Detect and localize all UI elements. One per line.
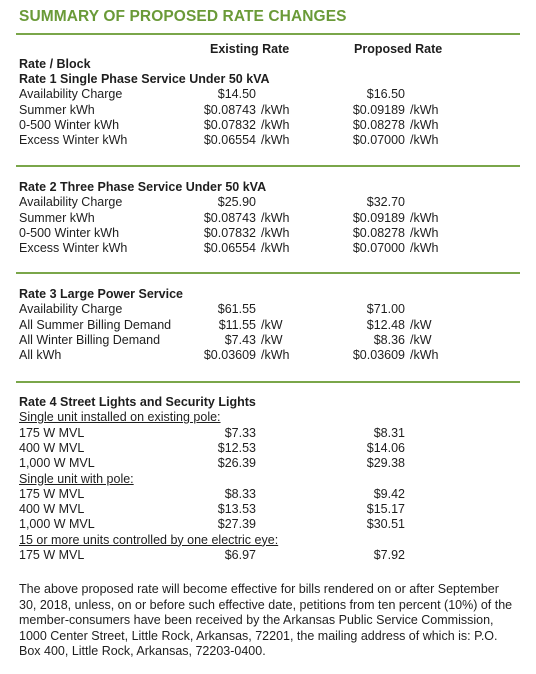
row-label: All Winter Billing Demand [19,332,161,347]
proposed-rate-value: $0.09189 [352,102,405,117]
row-label: Availability Charge [19,87,123,102]
existing-rate-value: $8.33 [224,486,256,501]
existing-rate-unit: /kWh [261,348,290,363]
section-heading: Rate 2 Three Phase Service Under 50 kVA [19,180,267,194]
row-label: Availability Charge [19,195,123,210]
row-label: All kWh [19,348,62,363]
section-divider [16,272,520,274]
row-label: Excess Winter kWh [19,133,128,148]
existing-rate-value: $0.07832 [203,225,256,240]
existing-rate-value: $0.08743 [203,102,256,117]
subsection-heading: 15 or more units controlled by one electric eye: [19,532,279,547]
proposed-rate-unit: /kWh [410,117,439,132]
proposed-rate-value: $15.17 [366,502,405,517]
proposed-rate-unit: /kW [410,317,432,332]
existing-rate-unit: /kW [261,317,283,332]
proposed-rate-unit: /kW [410,332,432,347]
proposed-rate-value: $0.07000 [352,241,405,256]
proposed-rate-value: $71.00 [366,302,405,317]
section-heading: Rate 3 Large Power Service [19,287,183,301]
existing-rate-value: $0.07832 [203,117,256,132]
existing-rate-value: $11.55 [218,317,256,332]
row-label: 175 W MVL [19,486,85,501]
existing-rate-value: $14.50 [217,87,256,102]
existing-rate-value: $7.43 [224,332,256,347]
section-heading: Rate 4 Street Lights and Security Lights [19,395,256,409]
subsection-heading: Single unit installed on existing pole: [19,410,221,425]
proposed-rate-value: $30.51 [366,517,405,532]
rate-block-label: Rate / Block [19,57,91,71]
row-label: 400 W MVL [19,502,85,517]
effective-date-notice: The above proposed rate will become effective for bills rendered on or after September 30, 2018, unless, on or before such effective date, petitions from ten percent (10%) of the member-consumers have been received by the Arkansas Public Service Commission, 1000 Center Street, Little Rock, Arkansas, 72201, the mailing address of which is: P.O. Box 400, Little Rock, Arkansas, 72203-0400. [19,582,513,658]
proposed-rate-value: $0.08278 [352,117,405,132]
existing-rate-value: $25.90 [217,195,256,210]
existing-rate-header: Existing Rate [210,42,290,56]
existing-rate-value: $0.06554 [203,133,256,148]
existing-rate-unit: /kWh [261,241,290,256]
page-title: SUMMARY OF PROPOSED RATE CHANGES [19,8,347,25]
existing-rate-unit: /kWh [261,210,290,225]
existing-rate-value: $0.06554 [203,241,256,256]
proposed-rate-value: $7.92 [373,548,405,562]
row-label: Availability Charge [19,302,123,317]
existing-rate-value: $0.08743 [203,210,256,225]
row-label: 1,000 W MVL [19,456,95,471]
proposed-rate-value: $0.09189 [352,210,405,225]
row-label: Summer kWh [19,102,95,117]
row-label: Excess Winter kWh [19,241,128,256]
section-heading: Rate 1 Single Phase Service Under 50 kVA [19,72,270,86]
row-label: 0-500 Winter kWh [19,117,120,132]
proposed-rate-value: $0.08278 [352,225,405,240]
proposed-rate-value: $16.50 [366,87,405,102]
title-divider [16,33,520,35]
existing-rate-value: $7.33 [224,425,256,440]
existing-rate-value: $12.53 [217,440,256,455]
existing-rate-value: $0.03609 [203,348,256,363]
existing-rate-unit: /kWh [261,133,290,148]
proposed-rate-value: $0.07000 [352,133,405,148]
existing-rate-unit: /kWh [261,225,290,240]
subsection-heading: Single unit with pole: [19,471,134,486]
existing-rate-value: $26.39 [217,456,256,471]
existing-rate-value: $61.55 [217,302,256,317]
proposed-rate-unit: /kWh [410,102,439,117]
proposed-rate-value: $8.31 [373,425,405,440]
existing-rate-value: $27.39 [217,517,256,532]
proposed-rate-value: $9.42 [373,486,405,501]
proposed-rate-unit: /kWh [410,348,439,363]
section-divider [16,381,520,383]
proposed-rate-value: $29.38 [366,456,405,471]
section-divider [16,165,520,167]
row-label: 175 W MVL [19,425,85,440]
proposed-rate-value: $32.70 [366,195,405,210]
existing-rate-unit: /kW [261,332,283,347]
row-label: All Summer Billing Demand [19,317,172,332]
proposed-rate-value: $0.03609 [352,348,405,363]
existing-rate-value: $6.97 [224,548,256,562]
proposed-rate-value: $12.48 [366,317,405,332]
row-label: 1,000 W MVL [19,517,95,532]
existing-rate-unit: /kWh [261,102,290,117]
proposed-rate-unit: /kWh [410,210,439,225]
row-label: 400 W MVL [19,440,85,455]
existing-rate-unit: /kWh [261,117,290,132]
proposed-rate-value: $8.36 [373,332,405,347]
proposed-rate-unit: /kWh [410,225,439,240]
proposed-rate-unit: /kWh [410,133,439,148]
existing-rate-value: $13.53 [217,502,256,517]
row-label: Summer kWh [19,210,95,225]
proposed-rate-unit: /kWh [410,241,439,256]
row-label: 0-500 Winter kWh [19,225,120,240]
row-label: 175 W MVL [19,548,85,562]
proposed-rate-value: $14.06 [366,440,405,455]
proposed-rate-header: Proposed Rate [354,42,443,56]
